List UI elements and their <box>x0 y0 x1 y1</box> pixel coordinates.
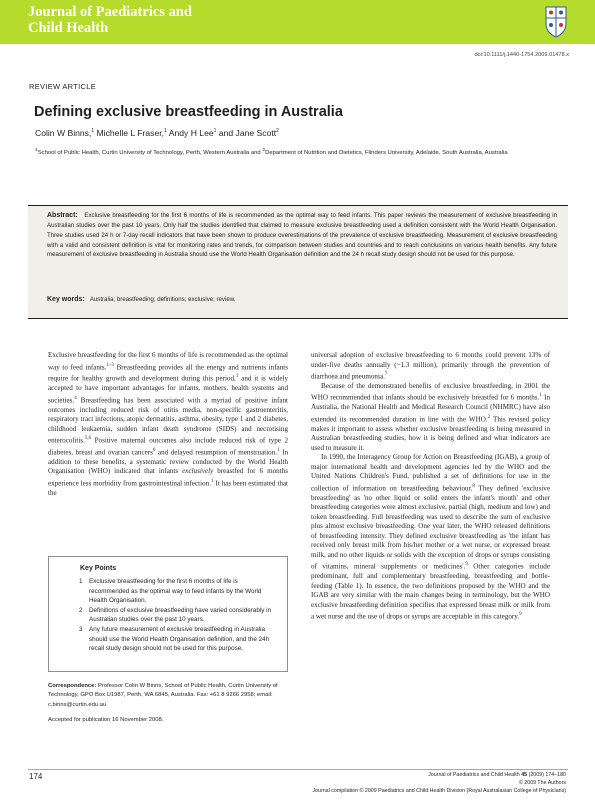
emphasis-text: exclusively <box>182 467 214 476</box>
citation[interactable]: 1 <box>277 448 280 454</box>
key-points-title: Key Points <box>80 565 117 572</box>
citation[interactable]: 2 <box>487 414 491 420</box>
citation[interactable]: 9 <box>519 612 522 618</box>
key-point-text: Any future measurement of exclusive breastfeeding in Australia should use the World Health Organisation definition, and the 24h recall study design should not be used for this purpose. <box>89 625 270 653</box>
footer-copyright: © 2009 The Authors <box>518 779 566 786</box>
footer-citation <box>312 772 566 795</box>
abstract-bottom-rule <box>28 318 568 319</box>
key-point-item <box>79 577 279 606</box>
key-point-text: Exclusive breastfeeding for the first 6 months of life is recommended as the optimal way to feed infants by the World Health Organisation. <box>89 578 262 605</box>
body-paragraph <box>48 351 288 498</box>
correspondence-text[interactable]: Professor Colin W Binns, School of Public Health, Curtin University of Technology, GPO Box U1987, Perth, WA 6845, Australia. Fax: +61 8 9266 2958; email: c.binns@curtin.edu.au <box>48 683 278 708</box>
body-text: This revised policy makes it important to assess whether exclusive breastfeeding is being measured in Australian breastfeeding studies, how it is being defined and what indicators are used to measure it. <box>311 415 550 452</box>
citation[interactable]: 1 <box>235 374 239 380</box>
key-point-item <box>79 625 279 654</box>
author-affiliations <box>35 146 565 158</box>
article-title: Defining exclusive breastfeeding in Australia <box>34 104 343 120</box>
author-name: Colin W Binns, <box>35 128 92 138</box>
citation[interactable]: 9 <box>465 562 468 568</box>
author-name: Michelle L Fraser, <box>94 128 165 138</box>
author-name: Andy H Lee <box>166 128 214 138</box>
correspondence-label: Correspondence: <box>48 683 97 689</box>
key-point-number: 3 <box>79 625 83 633</box>
body-column-right <box>311 351 550 622</box>
author-name: and Jane Scott <box>216 128 277 138</box>
body-paragraph <box>311 382 550 453</box>
key-points-list <box>79 577 279 654</box>
body-text: Breastfeeding has been associated with a myriad of positive infant outcomes including reduced risk of otitis media, non-specific gastroenteritis, respiratory tract infections, atopic dermatitis, asthma, obesity, type 1 and 2 diabetes, childhood leukaemia, sudden infant death syndrome (SIDS) and necrotising enterocolitis. <box>48 396 288 445</box>
footer-text: (2009) 174–180 <box>527 772 566 778</box>
abstract-label: Abstract: <box>47 212 78 219</box>
body-text: Because of the demonstrated benefits of exclusive breastfeeding, in 2001 the WHO recommended that infants should be exclusively breastfed for 6 months. <box>311 381 550 402</box>
citation[interactable]: 8 <box>472 483 475 489</box>
journal-title[interactable] <box>28 4 192 36</box>
body-text: and delayed resumption of menstruation. <box>155 448 278 457</box>
doi-link[interactable]: doi:10.1111/j.1440-1754.2009.01478.x <box>474 52 569 58</box>
affiliation-text: Department of Nutrition and Dietetics, Flinders University, Adelaide, South Australia, Australia <box>265 149 508 156</box>
body-text: In 1990, the Interagency Group for Action on Breastfeeding (IGAB), a group of major international health and development agencies led by the WHO and the United Nations Children's Fund, published a set of definitions for use in the collection of information on breastfeeding behaviour. <box>311 453 550 493</box>
body-text: breastfed for 6 months experience less morbidity from gastrointestinal infection. <box>48 467 288 488</box>
citation[interactable]: 1 <box>210 478 214 484</box>
key-point-number: 2 <box>79 606 83 614</box>
key-point-number: 1 <box>79 578 83 585</box>
article-type: REVIEW ARTICLE <box>29 82 96 91</box>
citation[interactable]: 4 <box>74 395 77 401</box>
body-text: They defined 'exclusive breastfeeding' as 'no other liquid or solid enters the infant's mouth' and other breastfeeding categories were almost exclusive, partial (high, medium and low) and token breastfeeding. Full breastfeeding was used to describe the sum of exclusive plus almost exclusive breastfeeding. One year later, the WHO released definitions of breastfeeding intensity. They defined exclusive breastfeeding as 'the infant has received only breast milk from his/her mother or a wet nurse, or expressed breast milk, and no other liquids or solids with the exception of drops or syrups consisting of vitamins, mineral supplements or medicines'. <box>311 484 550 571</box>
page-number: 174 <box>29 772 43 781</box>
key-point-item <box>79 606 279 625</box>
correspondence <box>48 682 288 710</box>
body-text: In addition to these benefits, a systematic review conducted by the World Health Organisation (WHO) indicated that infants <box>48 448 289 476</box>
affiliation-marker: 1 <box>164 128 167 135</box>
footer-rule <box>28 769 568 770</box>
keywords <box>47 296 235 303</box>
body-text: universal adoption of exclusive breastfeeding to 6 months could prevent 13% of under-five deaths annually (~1.3 million), primarily through the prevention of diarrhoea and pneumonia. <box>311 351 550 381</box>
affiliation-text: School of Public Health, Curtin University of Technology, Perth, Western Australia and <box>37 149 263 156</box>
journal-title-line1: Journal of Paediatrics and <box>28 4 192 20</box>
affiliation-marker: 2 <box>276 128 279 135</box>
body-paragraph <box>311 351 550 382</box>
journal-title-line2: Child Health <box>28 20 109 36</box>
citation[interactable]: 5,6 <box>84 436 92 442</box>
footer-compilation: Journal compilation © 2009 Paediatrics and Child Health Division (Royal Australasian College of Physicians) <box>312 787 566 794</box>
affiliation-marker: 1 <box>35 148 38 153</box>
footer-journal-line <box>312 772 566 780</box>
keywords-label: Key words: <box>47 296 85 303</box>
author-list <box>35 128 279 138</box>
body-text: It has been estimated that the <box>48 479 289 497</box>
citation[interactable]: 7 <box>384 372 388 378</box>
abstract-text: Exclusive breastfeeding for the first 6 months of life is recommended as the optimal way to feed infants. This paper reviews the measurement of exclusive breastfeeding in Australian studies over the past 10 years. Only half the studies identified that claimed to measure exclusive breastfeeding used a definition consistent with the World Health Organisation. Three studies used 24 h or 7-day recall indicators that have been shown to produce overestimations of the prevalence of exclusive breastfeeding. Measurement of exclusive breastfeeding with a valid and consistent definition is vital for monitoring rates and trends, for comparison between studies and countries and to reach conclusions on various health benefits. Any future measurement of exclusive breastfeeding in Australia should use the World Health Organisation definition and the 24 h recall study design should not be used for this purpose. <box>47 212 557 259</box>
affiliation-marker: 2 <box>262 148 266 153</box>
citation[interactable]: 1 <box>539 393 542 399</box>
footer-text: Journal of Paediatrics and Child Health <box>428 772 522 778</box>
body-text: Exclusive breastfeeding for the first 6 months of life is recommended as the optimal way to feed infants. <box>48 351 288 371</box>
affiliation-marker: 1 <box>91 128 95 135</box>
citation[interactable]: 6 <box>152 448 156 454</box>
body-text: and it is widely accepted to have important advantages for infants, mothers, health systems and societies. <box>48 374 288 405</box>
body-column-left <box>48 351 288 498</box>
accepted-date: Accepted for publication 16 November 2008. <box>48 717 164 723</box>
body-text: In Australia, the National Health and Medical Research Council (NHMRC) have also extended its recommended duration in line with the WHO. <box>311 393 550 424</box>
citation[interactable]: 1–3 <box>106 362 114 368</box>
keywords-text: Australia; breastfeeding; definitions; exclusive; review. <box>89 296 236 303</box>
body-text: Positive maternal outcomes also include reduced risk of type 2 diabetes, breast and ovarian cancers <box>48 436 288 457</box>
footer-volume: 45 <box>521 772 528 778</box>
body-text: Other categories include predominant, full and complementary breastfeeding, breastfeeding and bottle-feeding (Table 1). In essence, the two definitions proposed by the WHO and the IGAB are very similar with the main changes being in terminology, but the WHO exclusive breastfeeding definition specifies that expressed breast milk or milk from a wet nurse and the use of drops or syrups are acceptable in this category. <box>311 562 550 621</box>
key-point-text: Definitions of exclusive breastfeeding have varied considerably in Australian studies over the past 10 years. <box>89 606 272 624</box>
college-crest-icon <box>543 3 569 39</box>
abstract <box>47 211 557 260</box>
body-text: Breastfeeding provides all the energy and nutrients infants require for healthy growth and development during this period, <box>48 362 288 383</box>
affiliation-marker: 1 <box>213 128 217 135</box>
body-paragraph <box>311 453 550 622</box>
